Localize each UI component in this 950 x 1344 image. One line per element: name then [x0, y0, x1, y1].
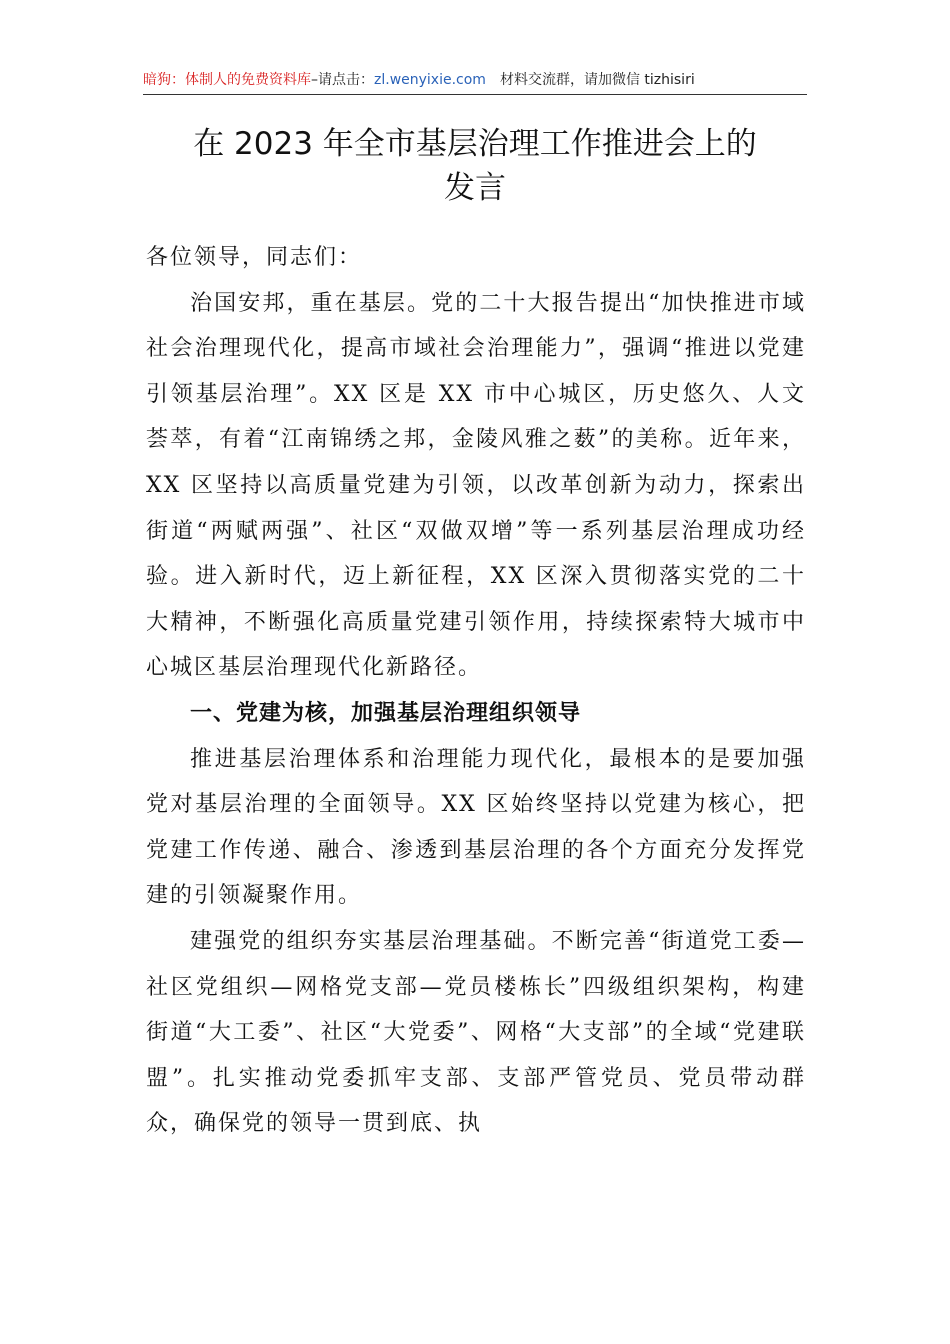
title-line-2: 发言	[444, 170, 506, 206]
header-link[interactable]: zl.wenyixie.com	[374, 72, 486, 88]
title-line-1: 在 2023 年全市基层治理工作推进会上的	[193, 126, 757, 162]
salutation: 各位领导，同志们：	[146, 245, 363, 270]
paragraph-intro: 治国安邦，重在基层。党的二十大报告提出“加快推进市域社会治理现代化，提高市域社会治理能力”，强调“推进以党建引领基层治理”。XX 区是 XX 市中心城区，历史悠久、人文荟萃，有着“江南锦绣之邦，金陵风雅之薮”的美称。近年来，XX 区坚持以高质量党建为引领，以改革创新为动力，探索出街道“两赋两强”、社区“双做双增”等一系列基层治理成功经验。进入新时代，迈上新征程，XX 区深入贯彻落实党的二十大精神，不断强化高质量党建引领作用，持续探索特大城市中心城区基层治理现代化新路径。	[146, 290, 806, 681]
section-heading-1: 一、党建为核，加强基层治理组织领导	[190, 700, 582, 726]
header-site-name: 暗狗：体制人的免费资料库	[143, 72, 311, 88]
paragraph-organization: 建强党的组织夯实基层治理基础。不断完善“街道党工委—社区党组织—网格党支部—党员楼栋长”四级组织架构，构建街道“大工委”、社区“大党委”、网格“大支部”的全域“党建联盟”。扎实推动党委抓牢支部、支部严管党员、党员带动群众，确保党的领导一贯到底、执	[146, 928, 806, 1137]
document-body	[146, 235, 806, 1147]
paragraph-section-1: 推进基层治理体系和治理能力现代化，最根本的是要加强党对基层治理的全面领导。XX 区始终坚持以党建为核心，把党建工作传递、融合、渗透到基层治理的各个方面充分发挥党建的引领凝聚作用。	[146, 746, 806, 909]
header-click-prompt: –请点击：	[311, 72, 374, 88]
header-wechat-note: 材料交流群，请加微信 tizhisiri	[499, 72, 695, 88]
page-header	[143, 66, 807, 95]
document-title	[143, 122, 807, 210]
